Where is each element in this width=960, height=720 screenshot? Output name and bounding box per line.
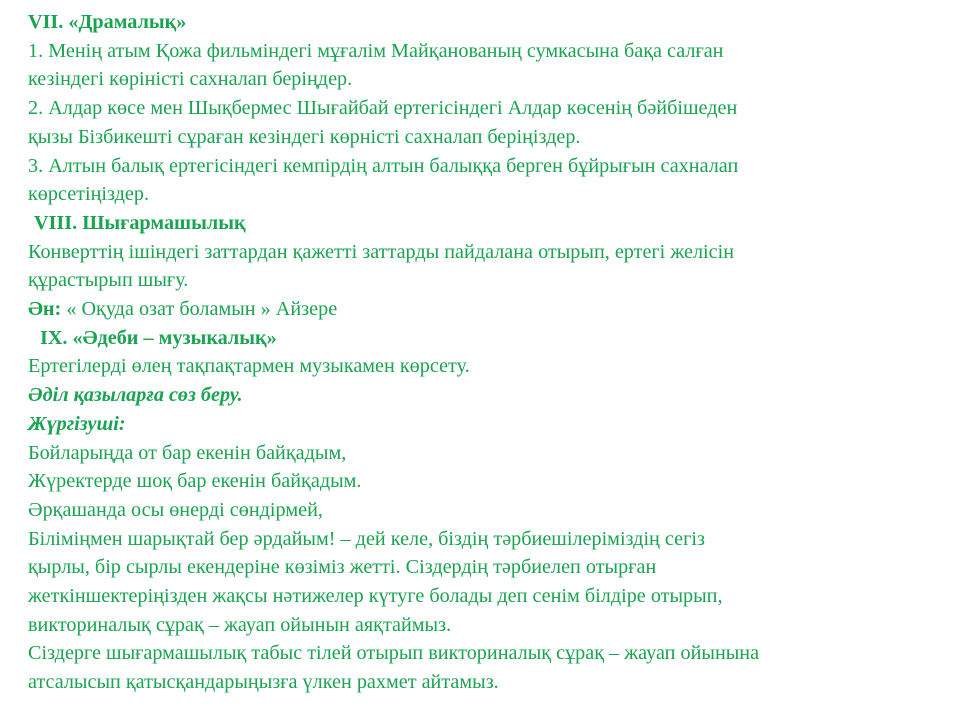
- section-7-item-1-line-2: кезіндегі көріністі сахналап беріңдер.: [28, 68, 353, 91]
- section-7-item-1-line-1: 1. Менің атым Қожа фильміндегі мұғалім Майқанованың сумкасына бақа салған: [28, 39, 724, 62]
- closing-line-4: Біліміңмен шарықтай бер әрдайым! – дей келе, біздің тәрбиешілеріміздің сегіз: [28, 527, 705, 550]
- song-label: Ән:: [28, 298, 62, 321]
- section-7-heading: VII. «Драмалық»: [28, 11, 187, 33]
- closing-line-3: Әрқашанда осы өнерді сөндірмей,: [28, 498, 323, 521]
- closing-line-7: викториналық сұрақ – жауап ойынын аяқтаймыз.: [28, 613, 452, 636]
- closing-line-1: Бойларыңда от бар екенін байқадым,: [28, 441, 347, 464]
- song-line: [28, 295, 938, 324]
- section-8-heading: VIII. Шығармашылық: [34, 211, 246, 234]
- closing-line-2: Жүректерде шоқ бар екенін байқадым.: [28, 470, 362, 493]
- song-text: « Оқуда озат боламын » Айзере: [61, 298, 338, 321]
- section-8-text-line-2: құрастырып шығу.: [28, 269, 189, 292]
- section-9-heading: IX. «Әдеби – музыкалық»: [40, 326, 277, 349]
- host-label: Жүргізуші:: [28, 412, 126, 435]
- closing-line-6: жеткіншектеріңізден жақсы нәтижелер күтуге болады деп сенім білдіре отырып,: [28, 585, 723, 608]
- closing-line-9: атсалысып қатысқандарыңызға үлкен рахмет айтамыз.: [28, 671, 499, 694]
- slide-text-body: [28, 8, 938, 697]
- section-7-item-2-line-1: 2. Алдар көсе мен Шықбермес Шығайбай ертегісіндегі Алдар көсенің бәйбішеден: [28, 97, 738, 120]
- section-7-item-2-line-2: қызы Бізбикешті сұраған кезіндегі көрністі сахналап беріңіздер.: [28, 125, 581, 148]
- section-9-text: Ертегілерді өлең тақпақтармен музыкамен көрсету.: [28, 355, 470, 378]
- judges-line: Әділ қазыларға сөз беру.: [28, 384, 243, 407]
- section-7-item-3-line-2: көрсетіңіздер.: [28, 183, 149, 206]
- section-8-text-line-1: Конверттің ішіндегі заттардан қажетті заттарды пайдалана отырып, ертегі желісін: [28, 240, 735, 263]
- section-7-item-3-line-1: 3. Алтын балық ертегісіндегі кемпірдің алтын балыққа берген бұйрығын сахналап: [28, 154, 739, 177]
- closing-line-5: қырлы, бір сырлы екендеріне көзіміз жетті. Сіздердің тәрбиелеп отырған: [28, 556, 657, 579]
- closing-line-8: Сіздерге шығармашылық табыс тілей отырып викториналық сұрақ – жауап ойынына: [28, 642, 760, 665]
